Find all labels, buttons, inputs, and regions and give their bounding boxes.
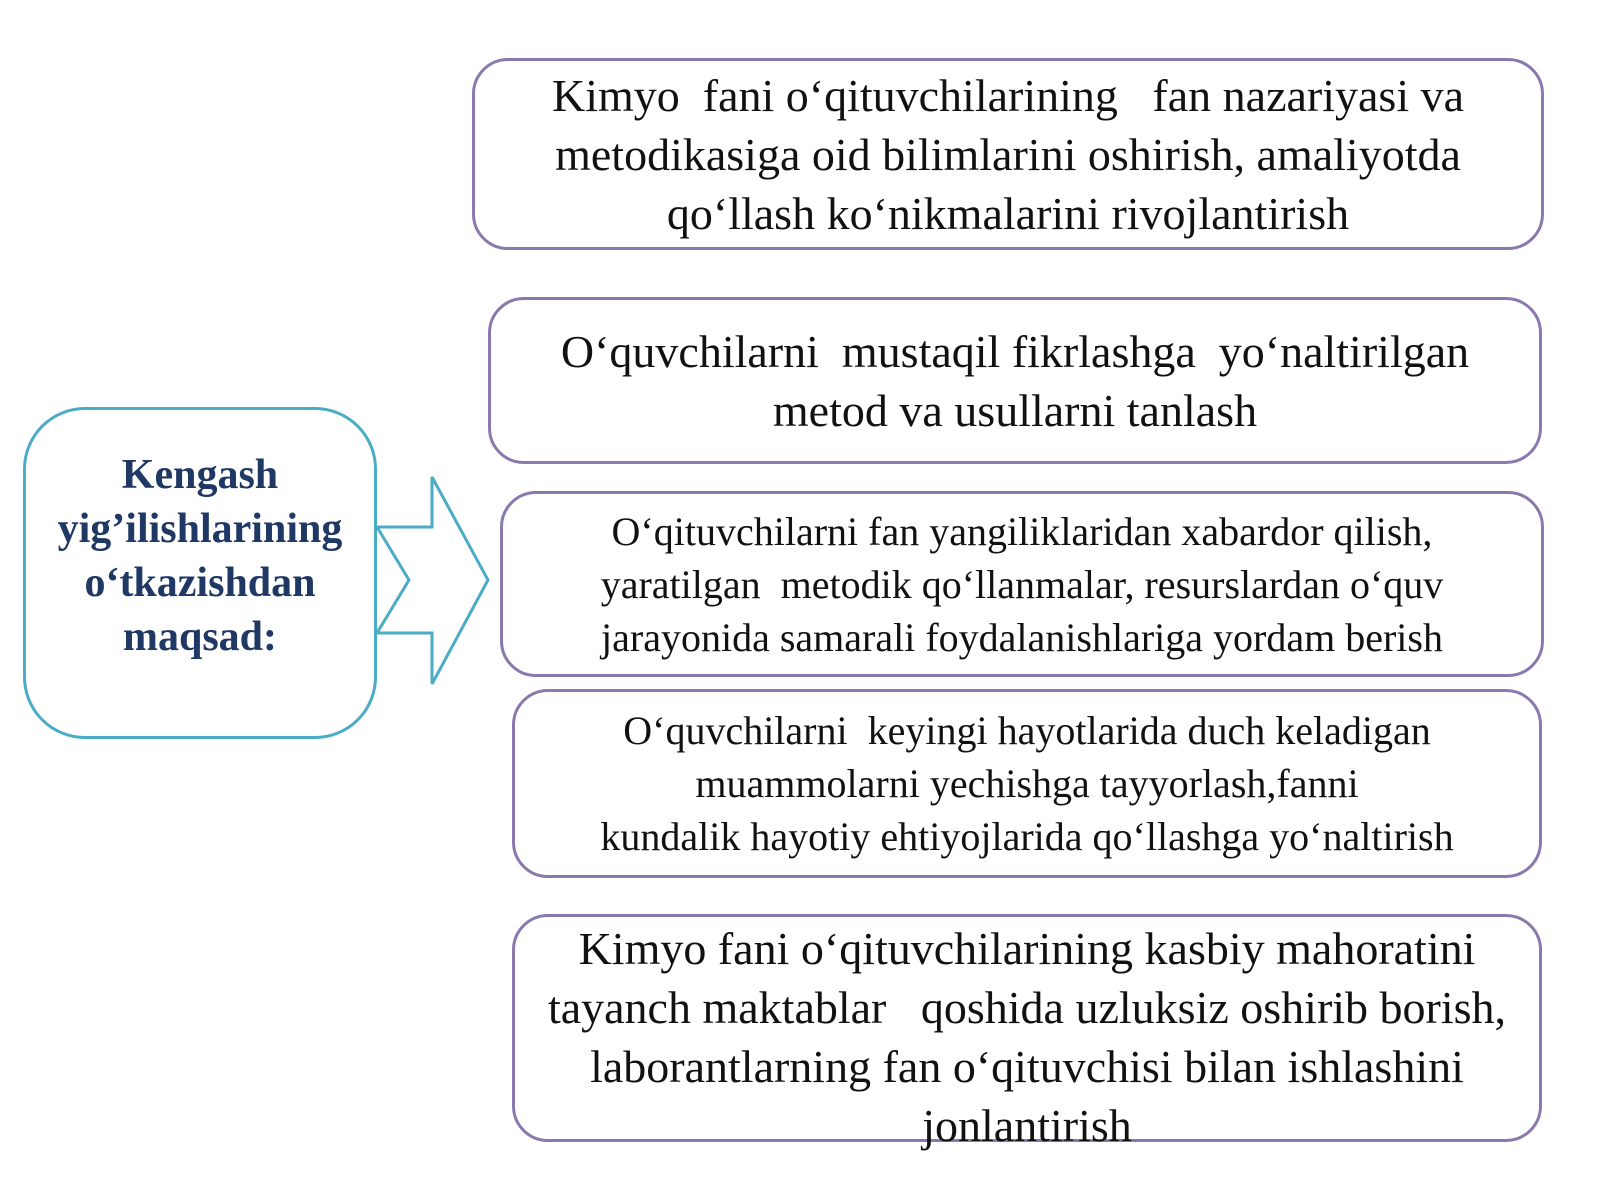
arrow-shape (377, 477, 488, 684)
goal-text-line: O‘qituvchilarni fan yangiliklaridan xabardor qilish, (611, 508, 1433, 554)
goal-box-1 (472, 58, 1544, 250)
goal-text (483, 66, 1533, 243)
source-text (58, 448, 343, 664)
source-text-line: maqsad: (122, 614, 278, 660)
source-text-line: o‘tkazishdan (84, 560, 316, 606)
goal-text (511, 505, 1533, 664)
goal-text-line: yaratilgan metodik qo‘llanmalar, resurslardan o‘quv (600, 561, 1444, 607)
source-text-line: Kengash (121, 452, 279, 498)
source-text-line: yig’ilishlarining (57, 506, 343, 552)
goal-text (499, 322, 1531, 440)
goal-text-line: O‘quvchilarni mustaqil fikrlashga yo‘naltirilgan (560, 325, 1470, 377)
goal-text (523, 919, 1531, 1155)
goal-text (523, 704, 1531, 863)
goal-box-4 (512, 689, 1542, 878)
goal-text-line: Kimyo fani o‘qituvchilarining kasbiy mahoratini (578, 923, 1476, 974)
goal-box-2 (488, 297, 1542, 464)
goal-text-line: jonlantirish (922, 1100, 1132, 1151)
goal-text-line: Kimyo fani o‘qituvchilarining fan nazariyasi va (551, 69, 1465, 121)
source-box (23, 407, 377, 739)
goal-text-line: metodikasiga oid bilimlarini oshirish, amaliyotda (555, 128, 1461, 180)
goal-text-line: metod va usullarni tanlash (772, 384, 1258, 436)
goal-text-line: laborantlarning fan o‘qituvchisi bilan ishlashini (590, 1041, 1464, 1092)
goal-text-line: qo‘llash ko‘nikmalarini rivojlantirish (666, 187, 1350, 239)
goal-text-line: tayanch maktablar qoshida uzluksiz oshirib borish, (547, 982, 1507, 1033)
goal-text-line: jarayonida samarali foydalanishlariga yordam berish (601, 614, 1443, 660)
goal-text-line: O‘quvchilarni keyingi hayotlarida duch keladigan (623, 708, 1431, 753)
goal-text-line: muammolarni yechishga tayyorlash,fanni (695, 761, 1359, 806)
goal-text-line: kundalik hayotiy ehtiyojlarida qo‘llashga yo‘naltirish (600, 814, 1454, 859)
goal-box-3 (500, 491, 1544, 677)
goal-box-5 (512, 914, 1542, 1151)
